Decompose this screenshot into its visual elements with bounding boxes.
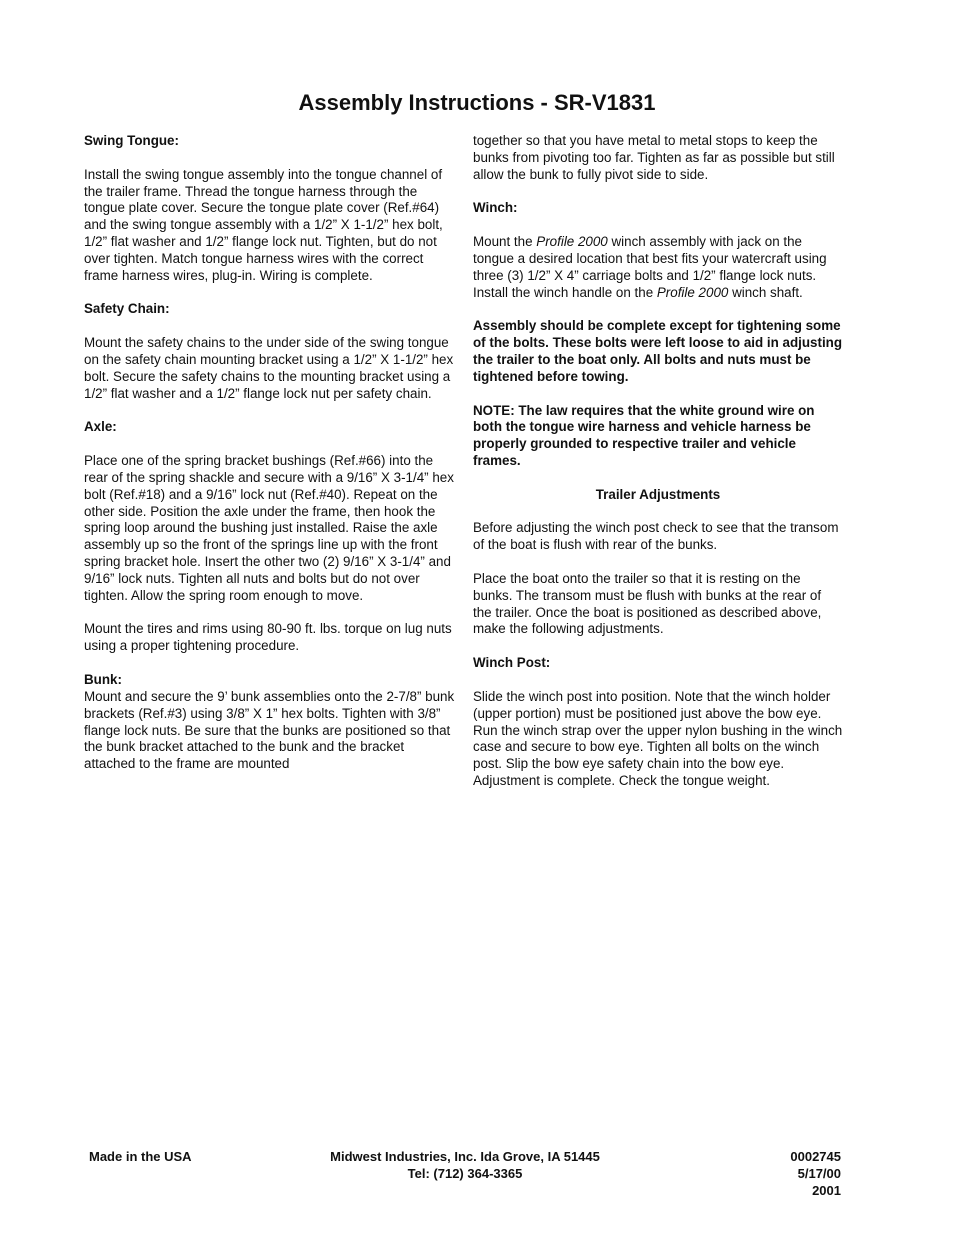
trailer-adjustments-para-2: Place the boat onto the trailer so that it is resting on the bunks. The transom must be flush with bunks at the rear of the trailer. Once the boat is positioned as described above, make the following adjustments. (473, 570, 822, 637)
section-body-winch-post: Slide the winch post into position. Note that the winch holder (upper portion) must be positioned just above the bow eye. Run the winch strap over the upper nylon bushing in the winch case and secure to bow eye. Tighten all bolts on the winch post. Slip the bow eye safety chain into the bow eye. Adjustment is complete. Check the tongue weight. (473, 688, 843, 789)
section-body-bunk: Mount and secure the 9’ bunk assemblies onto the 2-7/8” bunk brackets (Ref.#3) using 3/8” X 1” hex bolts. Tighten with 3/8” flange lock nuts. Be sure that the bunks are positioned so that the bunk bracket attached to the bunk and the bracket attached to the frame are mounted (84, 688, 455, 772)
section-heading-safety-chain: Safety Chain: (84, 301, 170, 317)
section-body-safety-chain: Mount the safety chains to the under side of the swing tongue on the safety chain mounting bracket using a 1/2” X 1-1/2” hex bolt. Secure the safety chains to the mounting bracket using a 1/2” flat washer and a 1/2” flange lock nut per safety chain. (84, 335, 454, 401)
winch-text-2: winch assembly with jack on the tongue a desired location that best fits your watercraft using three (3) 1/2” X 4” carriage bolts and 1/2” flange lock nuts. Install the winch handle on the (473, 234, 827, 300)
section-heading-bunk: Bunk: (84, 672, 122, 687)
company-address: Midwest Industries, Inc. Ida Grove, IA 51445 (330, 1149, 600, 1164)
winch-text-1: Mount the (473, 234, 537, 250)
footer-company (290, 1148, 640, 1182)
section-heading-winch: Winch: (473, 200, 518, 216)
section-heading-trailer-adjustments: Trailer Adjustments (595, 486, 721, 502)
company-phone: Tel: (712) 364-3365 (407, 1166, 523, 1181)
trailer-adjustments-para-1: Before adjusting the winch post check to see that the transom of the boat is flush with rear of the bunks. (473, 520, 839, 553)
right-column (473, 133, 843, 807)
law-note: NOTE: The law requires that the white ground wire on both the tongue wire harness and vehicle harness be properly grounded to respective trailer and vehicle frames. (473, 402, 815, 469)
product-name: Profile 2000 (536, 234, 608, 250)
left-column (84, 133, 458, 790)
section-heading-axle: Axle: (84, 419, 117, 435)
footer-doc-info (790, 1148, 841, 1199)
section-body-swing-tongue: Install the swing tongue assembly into the tongue channel of the trailer frame. Thread the tongue harness through the tongue plate cover. Secure the tongue plate cover (Ref.#64) and the swing tongue assembly with a 1/2” X 1-1/2” hex bolt, 1/2” flat washer and 1/2” flange lock nut. Tighten, but do not over tighten. Match tongue harness wires with the correct frame harness wires, plug-in. Wiring is complete. (84, 166, 443, 283)
section-body-winch (473, 234, 843, 301)
assembly-note: Assembly should be complete except for tightening some of the bolts. These bolts were left loose to aid in adjusting the trailer to the boat only. All bolts and nuts must be tightened before towing. (473, 318, 843, 384)
section-heading-winch-post: Winch Post: (473, 655, 551, 671)
section-body-axle: Place one of the spring bracket bushings (Ref.#66) into the rear of the spring shackle and secure with a 9/16” X 3-1/4” hex bolt (Ref.#18) and a 9/16” lock nut (Ref.#40). Repeat on the other side. Position the axle under the frame, then hook the spring loop around the bushing just installed. Raise the axle assembly up so the front of the springs line up with the front spring bracket hole. Insert the other two (2) 9/16” X 3-1/4” and 9/16” lock nuts. Tighten all nuts and bolts but do not over tighten. Allow the spring room enough to move. (84, 453, 454, 603)
made-in-usa: Made in the USA (89, 1149, 192, 1164)
product-name-2: Profile 2000 (656, 284, 729, 300)
footer-origin (89, 1148, 192, 1165)
section-heading-swing-tongue: Swing Tongue: (84, 133, 179, 148)
section-body-tires: Mount the tires and rims using 80-90 ft. lbs. torque on lug nuts using a proper tightening procedure. (84, 621, 452, 654)
part-number: 0002745 (790, 1149, 841, 1164)
section-body-bunk-continued: together so that you have metal to metal stops to keep the bunks from pivoting too far. Tighten as far as possible but still allow the bunk to fully pivot side to side. (473, 133, 835, 182)
doc-year: 2001 (812, 1183, 841, 1198)
winch-text-3: winch shaft. (728, 284, 803, 300)
page-title: Assembly Instructions - SR-V1831 (298, 90, 656, 115)
doc-date: 5/17/00 (797, 1166, 841, 1181)
